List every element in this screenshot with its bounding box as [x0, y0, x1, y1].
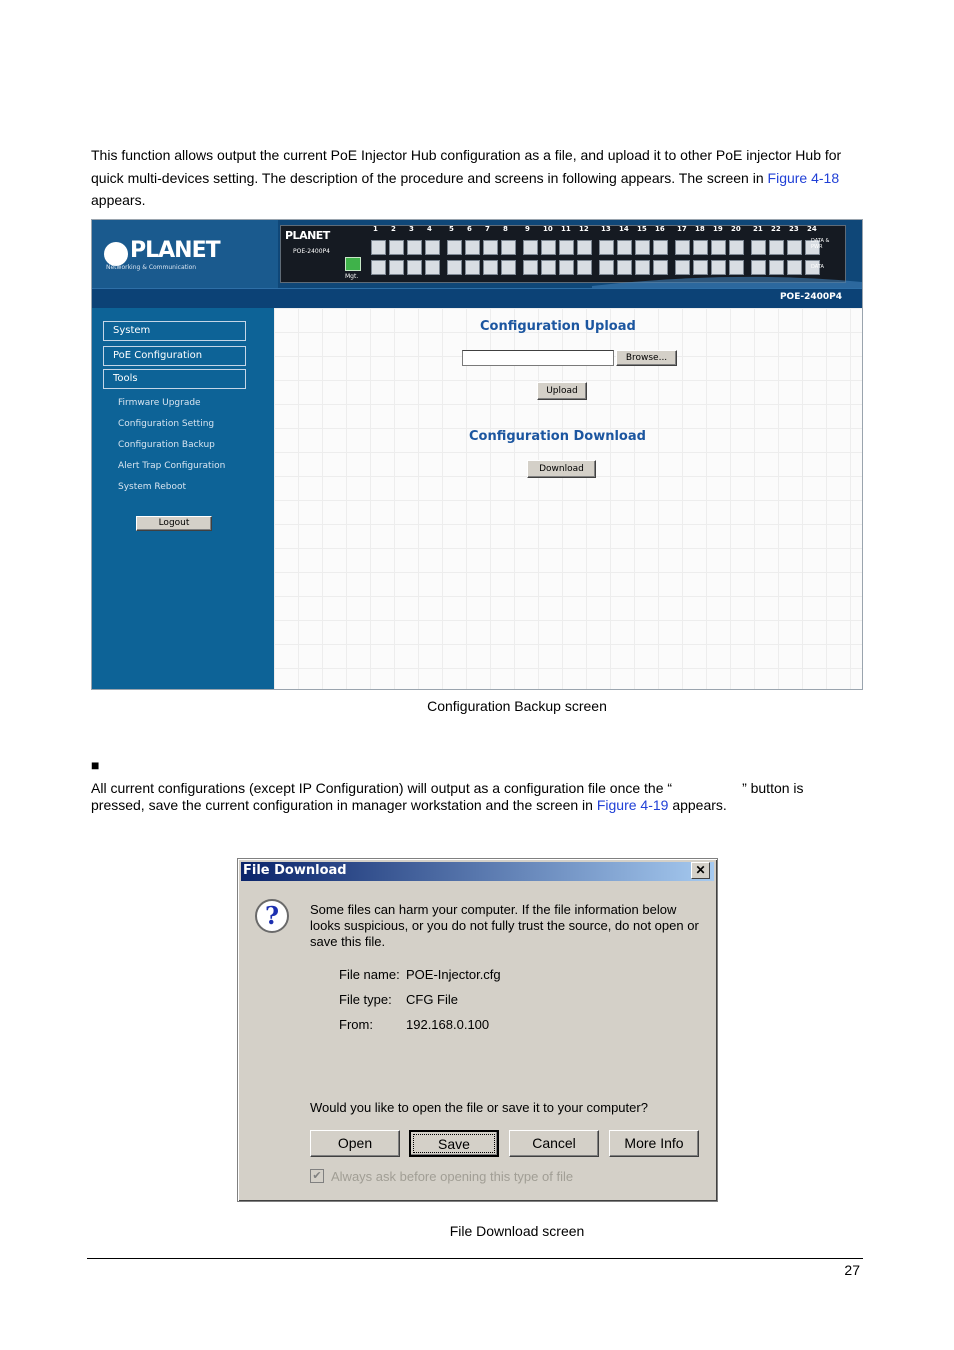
- port-21-top: [751, 240, 766, 255]
- sidebar-link-alert-trap[interactable]: Alert Trap Configuration: [118, 461, 226, 471]
- panel-brand: PLANET: [285, 229, 330, 242]
- caption-file-download: File Download screen: [449, 1223, 585, 1239]
- port-number-16: 16: [655, 225, 665, 233]
- port-10-bottom: [541, 260, 556, 275]
- download-paragraph-line-2-b: appears.: [672, 797, 727, 813]
- from-label: From:: [339, 1017, 373, 1032]
- data-pwr-label: DATA & PWR: [811, 238, 830, 250]
- dialog-title: File Download: [243, 863, 347, 878]
- port-3-bottom: [407, 260, 422, 275]
- sidebar-link-system-reboot[interactable]: System Reboot: [118, 482, 187, 492]
- save-question: Would you like to open the file or save it to your computer?: [310, 1100, 648, 1115]
- port-12-bottom: [577, 260, 592, 275]
- port-number-20: 20: [731, 225, 741, 233]
- figure-4-18-link[interactable]: Figure 4-18: [767, 169, 840, 186]
- web-ui-screenshot: [91, 219, 863, 690]
- port-number-2: 2: [391, 225, 396, 233]
- port-number-13: 13: [601, 225, 611, 233]
- download-paragraph-line-2: [91, 797, 871, 814]
- always-ask-label: Always ask before opening this type of file: [331, 1169, 574, 1184]
- file-download-dialog: [237, 858, 718, 1202]
- port-5-bottom: [447, 260, 462, 275]
- port-number-1: 1: [373, 225, 378, 233]
- page-number: 27: [844, 1262, 860, 1278]
- mgt-port: [345, 257, 361, 271]
- port-number-6: 6: [467, 225, 472, 233]
- port-17-top: [675, 240, 690, 255]
- port-number-21: 21: [753, 225, 763, 233]
- download-paragraph-line-2-a: pressed, save the current configuration in manager workstation and the screen in: [91, 797, 593, 813]
- port-16-top: [653, 240, 668, 255]
- download-title: Configuration Download: [469, 429, 646, 444]
- port-number-23: 23: [789, 225, 799, 233]
- logo-block: [92, 220, 278, 288]
- port-19-top: [711, 240, 726, 255]
- port-number-3: 3: [409, 225, 414, 233]
- warning-line-1: Some files can harm your computer. If the file information below: [310, 902, 677, 917]
- port-9-top: [523, 240, 538, 255]
- caption-configuration-backup: Configuration Backup screen: [427, 698, 607, 714]
- intro-line-2-text: quick multi-devices setting. The description of the procedure and screens in following appears. The screen in: [91, 169, 764, 186]
- figure-4-19-link[interactable]: Figure 4-19: [596, 797, 669, 813]
- port-6-top: [465, 240, 480, 255]
- file-type-label: File type:: [339, 992, 392, 1007]
- save-button[interactable]: Save: [409, 1130, 499, 1157]
- brand-subtitle: Networking & Communication: [106, 264, 197, 271]
- port-number-24: 24: [807, 225, 817, 233]
- download-paragraph-line-1-b: ” button is: [742, 780, 804, 796]
- port-number-22: 22: [771, 225, 781, 233]
- download-button[interactable]: Download: [527, 460, 596, 478]
- port-18-top: [693, 240, 708, 255]
- file-name-label: File name:: [339, 967, 400, 982]
- from-value: 192.168.0.100: [406, 1017, 490, 1032]
- warning-line-2: looks suspicious, or you do not fully trust the source, do not open or: [310, 918, 699, 933]
- intro-line-3: appears.: [91, 192, 146, 208]
- sidebar-system[interactable]: System: [103, 321, 246, 341]
- planet-logo-icon: [104, 242, 128, 266]
- port-7-bottom: [483, 260, 498, 275]
- port-1-top: [371, 240, 386, 255]
- sidebar-link-configuration-setting[interactable]: Configuration Setting: [118, 419, 215, 429]
- file-name-value: POE-Injector.cfg: [406, 967, 501, 982]
- file-type-value: CFG File: [406, 992, 458, 1007]
- download-paragraph-line-1: [91, 780, 871, 797]
- panel-model: POE-2400P4: [293, 248, 331, 255]
- port-15-top: [635, 240, 650, 255]
- port-11-bottom: [559, 260, 574, 275]
- header-swoosh: [592, 260, 862, 288]
- port-23-top: [787, 240, 802, 255]
- close-icon[interactable]: ✕: [691, 862, 710, 879]
- port-12-top: [577, 240, 592, 255]
- download-paragraph-line-1-a: All current configurations (except IP Configuration) will output as a configuration file once the “: [91, 780, 673, 796]
- port-number-19: 19: [713, 225, 723, 233]
- port-number-14: 14: [619, 225, 629, 233]
- port-number-11: 11: [561, 225, 571, 233]
- port-7-top: [483, 240, 498, 255]
- port-number-18: 18: [695, 225, 705, 233]
- warning-line-3: save this file.: [310, 934, 386, 949]
- port-2-bottom: [389, 260, 404, 275]
- port-8-bottom: [501, 260, 516, 275]
- question-icon: ?: [255, 899, 289, 933]
- port-14-top: [617, 240, 632, 255]
- port-number-15: 15: [637, 225, 647, 233]
- footer-rule: [87, 1258, 863, 1259]
- port-8-top: [501, 240, 516, 255]
- upload-title: Configuration Upload: [480, 319, 636, 334]
- port-13-top: [599, 240, 614, 255]
- logout-button[interactable]: Logout: [136, 516, 212, 531]
- open-button[interactable]: Open: [310, 1130, 400, 1157]
- port-number-7: 7: [485, 225, 490, 233]
- download-paragraph: [91, 780, 871, 814]
- port-5-top: [447, 240, 462, 255]
- brand-name: PLANET: [130, 238, 220, 263]
- port-1-bottom: [371, 260, 386, 275]
- port-number-5: 5: [449, 225, 454, 233]
- port-number-12: 12: [579, 225, 589, 233]
- port-6-bottom: [465, 260, 480, 275]
- model-strip: [92, 288, 862, 308]
- intro-paragraph: [91, 144, 871, 212]
- sidebar-link-firmware-upgrade[interactable]: Firmware Upgrade: [118, 398, 201, 408]
- dialog-title-bar: [241, 862, 714, 881]
- model-strip-label: POE-2400P4: [779, 292, 842, 302]
- port-10-top: [541, 240, 556, 255]
- web-content: [274, 308, 862, 690]
- port-3-top: [407, 240, 422, 255]
- port-4-bottom: [425, 260, 440, 275]
- web-header: [92, 220, 862, 288]
- intro-line-2: [91, 167, 871, 190]
- sidebar-poe-configuration[interactable]: PoE Configuration: [103, 346, 246, 366]
- sidebar-tools[interactable]: Tools: [103, 369, 246, 389]
- port-number-17: 17: [677, 225, 687, 233]
- port-number-8: 8: [503, 225, 508, 233]
- warning-text: [310, 902, 710, 950]
- more-info-button[interactable]: More Info: [609, 1130, 699, 1157]
- mgt-label: Mgt.: [345, 273, 359, 280]
- web-sidebar: [92, 308, 274, 690]
- file-path-input[interactable]: [462, 350, 614, 366]
- port-11-top: [559, 240, 574, 255]
- port-number-9: 9: [525, 225, 530, 233]
- always-ask-checkbox[interactable]: ✔: [310, 1169, 324, 1183]
- port-number-4: 4: [427, 225, 432, 233]
- port-4-top: [425, 240, 440, 255]
- data-label: DATA: [811, 264, 824, 270]
- bullet-icon: ■: [91, 757, 100, 773]
- port-22-top: [769, 240, 784, 255]
- port-2-top: [389, 240, 404, 255]
- intro-line-1: This function allows output the current PoE Injector Hub configuration as a file, and upload it to other PoE injector Hub for: [91, 147, 842, 163]
- port-9-bottom: [523, 260, 538, 275]
- port-number-10: 10: [543, 225, 553, 233]
- browse-button[interactable]: Browse...: [616, 350, 677, 366]
- upload-button[interactable]: Upload: [537, 382, 587, 400]
- cancel-button[interactable]: Cancel: [509, 1130, 599, 1157]
- port-20-top: [729, 240, 744, 255]
- sidebar-link-configuration-backup[interactable]: Configuration Backup: [118, 440, 215, 450]
